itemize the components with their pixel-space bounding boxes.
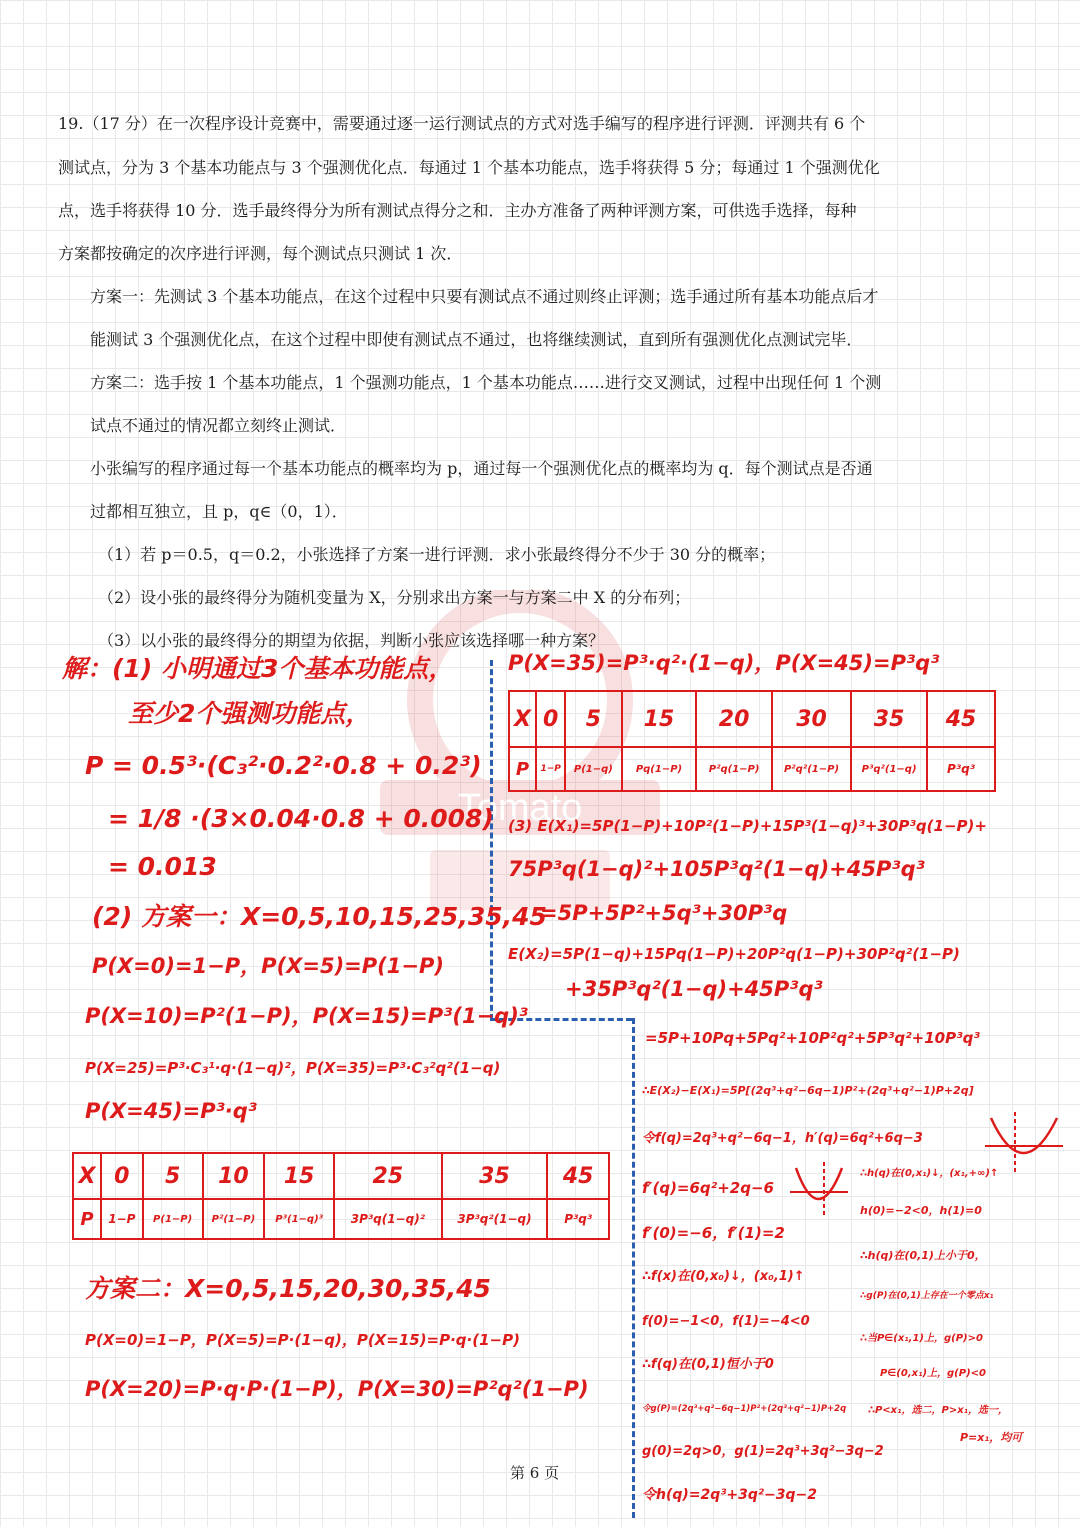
problem-line: 点，选手将获得 10 分．选手最终得分为所有测试点得分之和．主办方准备了两种评测方案，可供选手选择，每种 [58, 201, 857, 220]
problem-question-3: （3）以小张的最终得分的期望为依据，判断小张应该选择哪一种方案？ [98, 631, 605, 650]
solution-part3-line: =5P+10Pq+5Pq²+10P²q²+5P³q²+10P³q³ [645, 1029, 980, 1047]
table-cell: 1−P [101, 1199, 143, 1239]
table-cell: P³q³ [547, 1199, 609, 1239]
solution-part2-line: P(X=10)=P²(1−P)，P(X=15)=P³(1−q)³ [85, 1004, 528, 1028]
solution-part2-line: (2) 方案一：X=0,5,10,15,25,35,45 [92, 902, 547, 931]
problem-line: 能测试 3 个强测优化点，在这个过程中即使有测试点不通过，也将继续测试，直到所有强测优化点测试完毕． [90, 330, 863, 349]
solution-scheme2-line: P(X=0)=1−P，P(X=5)=P·(1−q)，P(X=15)=P·q·(1−P) [85, 1331, 520, 1349]
solution-note: ∴g(P)在(0,1)上存在一个零点x₁ [860, 1291, 994, 1301]
problem-line: 小张编写的程序通过每一个基本功能点的概率均为 p，通过每一个强测优化点的概率均为 q．每个测试点是否通 [90, 459, 873, 478]
distribution-table-scheme-1 [72, 1152, 610, 1240]
parabola-sketch-icon [985, 1108, 1065, 1178]
solution-part3-line: +35P³q²(1−q)+45P³q³ [565, 977, 823, 1001]
table-cell: P²q²(1−P) [772, 747, 851, 791]
table-row-probabilities [73, 1199, 609, 1239]
solution-part1-line: 解：(1) 小明通过3个基本功能点， [62, 654, 454, 683]
solution-part3-line: E(X₂)=5P(1−q)+15Pq(1−P)+20P²q(1−P)+30P²q²(1−P) [508, 945, 960, 963]
solution-note: ∴h(q)在(0,x₁)↓，(x₁,+∞)↑ [860, 1168, 999, 1179]
table-cell: 45 [547, 1153, 609, 1199]
solution-part3-line: 令g(P)=(2q³+q²−6q−1)P²+(2q³+q²−1)P+2q [642, 1404, 847, 1414]
solution-part1-result: = 0.013 [108, 852, 217, 881]
table-cell: P²q(1−P) [696, 747, 771, 791]
problem-line: 过都相互独立，且 p，q∈（0，1）． [90, 502, 348, 521]
table-cell: 45 [927, 691, 995, 747]
parabola-sketch-icon [790, 1160, 850, 1220]
table-cell: 0 [101, 1153, 143, 1199]
table-cell: 20 [696, 691, 771, 747]
table-cell: 35 [851, 691, 927, 747]
problem-line: 方案都按确定的次序进行评测，每个测试点只测试 1 次． [58, 244, 463, 263]
problem-line: 试点不通过的情况都立刻终止测试． [90, 416, 347, 435]
solution-part3-line: (3) E(X₁)=5P(1−P)+10P²(1−P)+15P³(1−q)³+30P³q(1−P)+ [508, 817, 987, 835]
page-number: 第 6 页 [510, 1464, 560, 1482]
divider-vertical-1 [490, 660, 493, 1020]
solution-note: ∴h(q)在(0,1)上小于0， [860, 1249, 986, 1262]
divider-vertical-2 [632, 1018, 635, 1518]
solution-part3-line: f(0)=−1<0，f(1)=−4<0 [642, 1314, 810, 1329]
table-cell: P³(1−q)³ [264, 1199, 334, 1239]
table-cell: 25 [334, 1153, 442, 1199]
solution-scheme2-line: 方案二：X=0,5,15,20,30,35,45 [85, 1274, 491, 1303]
table-cell: P³q³ [927, 747, 995, 791]
solution-part3-line: f′(0)=−6，f′(1)=2 [642, 1224, 785, 1242]
solution-part3-line: ∴E(X₂)−E(X₁)=5P[(2q³+q²−6q−1)P²+(2q³+q²−1)P+2q] [642, 1084, 974, 1097]
table-cell: 1−P [536, 747, 565, 791]
table-cell: 10 [203, 1153, 265, 1199]
solution-scheme2-line: P(X=35)=P³·q²·(1−q)，P(X=45)=P³q³ [508, 651, 940, 675]
table-cell: 0 [536, 691, 565, 747]
table-cell: P³q²(1−q) [851, 747, 927, 791]
solution-note: ∴P<x₁，选二，P>x₁，选一， [868, 1405, 1009, 1416]
table-row-values [509, 691, 995, 747]
solution-part2-line: P(X=25)=P³·C₃¹·q·(1−q)²，P(X=35)=P³·C₃²q²(1−q) [85, 1059, 501, 1077]
table-cell: 3P³q²(1−q) [442, 1199, 548, 1239]
table-cell: 5 [565, 691, 621, 747]
solution-part1-line: 至少2个强测功能点， [128, 699, 371, 728]
table-cell: P²(1−P) [203, 1199, 265, 1239]
table-cell: P [73, 1199, 101, 1239]
solution-part3-line: 令h(q)=2q³+3q²−3q−2 [642, 1487, 817, 1503]
table-row-probabilities [509, 747, 995, 791]
solution-part3-line: =5P+5P²+5q³+30P³q [540, 901, 788, 925]
table-cell: Pq(1−P) [622, 747, 697, 791]
solution-part1-line: = 1/8 ·(3×0.04·0.8 + 0.008) [108, 804, 494, 833]
table-cell: P(1−q) [565, 747, 621, 791]
solution-note: P=x₁，均可 [960, 1431, 1023, 1444]
solution-part3-line: ∴f(x)在(0,x₀)↓，(x₀,1)↑ [642, 1269, 805, 1284]
table-cell: 15 [264, 1153, 334, 1199]
table-cell: P [509, 747, 536, 791]
table-row-values [73, 1153, 609, 1199]
distribution-table-scheme-2 [508, 690, 996, 792]
solution-part2-line: P(X=45)=P³·q³ [85, 1099, 257, 1123]
problem-line: 方案二：选手按 1 个基本功能点，1 个强测功能点，1 个基本功能点……进行交叉测试，过程中出现任何 1 个测 [90, 373, 882, 392]
problem-line: 19.（17 分）在一次程序设计竞赛中，需要通过逐一运行测试点的方式对选手编写的程序进行评测．评测共有 6 个 [58, 114, 866, 133]
table-cell: P(1−P) [143, 1199, 203, 1239]
watermark-text: Tomato [457, 787, 583, 829]
table-cell: X [73, 1153, 101, 1199]
table-cell: 35 [442, 1153, 548, 1199]
table-cell: X [509, 691, 536, 747]
solution-part3-line: 75P³q(1−q)²+105P³q²(1−q)+45P³q³ [508, 857, 925, 881]
solution-part3-line: 令f(q)=2q³+q²−6q−1，h′(q)=6q²+6q−3 [642, 1131, 923, 1146]
solution-note: P∈(0,x₁)上，g(P)<0 [880, 1368, 986, 1379]
solution-scheme2-line: P(X=20)=P·q·P·(1−P)，P(X=30)=P²q²(1−P) [85, 1377, 589, 1401]
problem-question-2: （2）设小张的最终得分为随机变量为 X，分别求出方案一与方案二中 X 的分布列； [98, 588, 691, 607]
table-cell: 5 [143, 1153, 203, 1199]
solution-note: h(0)=−2<0，h(1)=0 [860, 1204, 982, 1217]
table-cell: 3P³q(1−q)² [334, 1199, 442, 1239]
solution-note: ∴当P∈(x₁,1)上，g(P)>0 [860, 1333, 983, 1344]
problem-line: 方案一：先测试 3 个基本功能点，在这个过程中只要有测试点不通过则终止评测；选手通过所有基本功能点后才 [90, 287, 879, 306]
solution-part3-line: g(0)=2q>0，g(1)=2q³+3q²−3q−2 [642, 1444, 884, 1459]
table-cell: 30 [772, 691, 851, 747]
solution-part3-line: f′(q)=6q²+2q−6 [642, 1179, 774, 1197]
table-cell: 15 [622, 691, 697, 747]
problem-question-1: （1）若 p＝0.5，q＝0.2，小张选择了方案一进行评测．求小张最终得分不少于 30 分的概率； [98, 545, 776, 564]
solution-part3-line: ∴f(q)在(0,1)恒小于0 [642, 1357, 774, 1372]
solution-part2-line: P(X=0)=1−P，P(X=5)=P(1−P) [92, 954, 444, 978]
problem-line: 测试点，分为 3 个基本功能点与 3 个强测优化点．每通过 1 个基本功能点，选手将获得 5 分；每通过 1 个强测优化 [58, 158, 880, 177]
solution-part1-line: P = 0.5³·(C₃²·0.2²·0.8 + 0.2³) [85, 751, 482, 780]
